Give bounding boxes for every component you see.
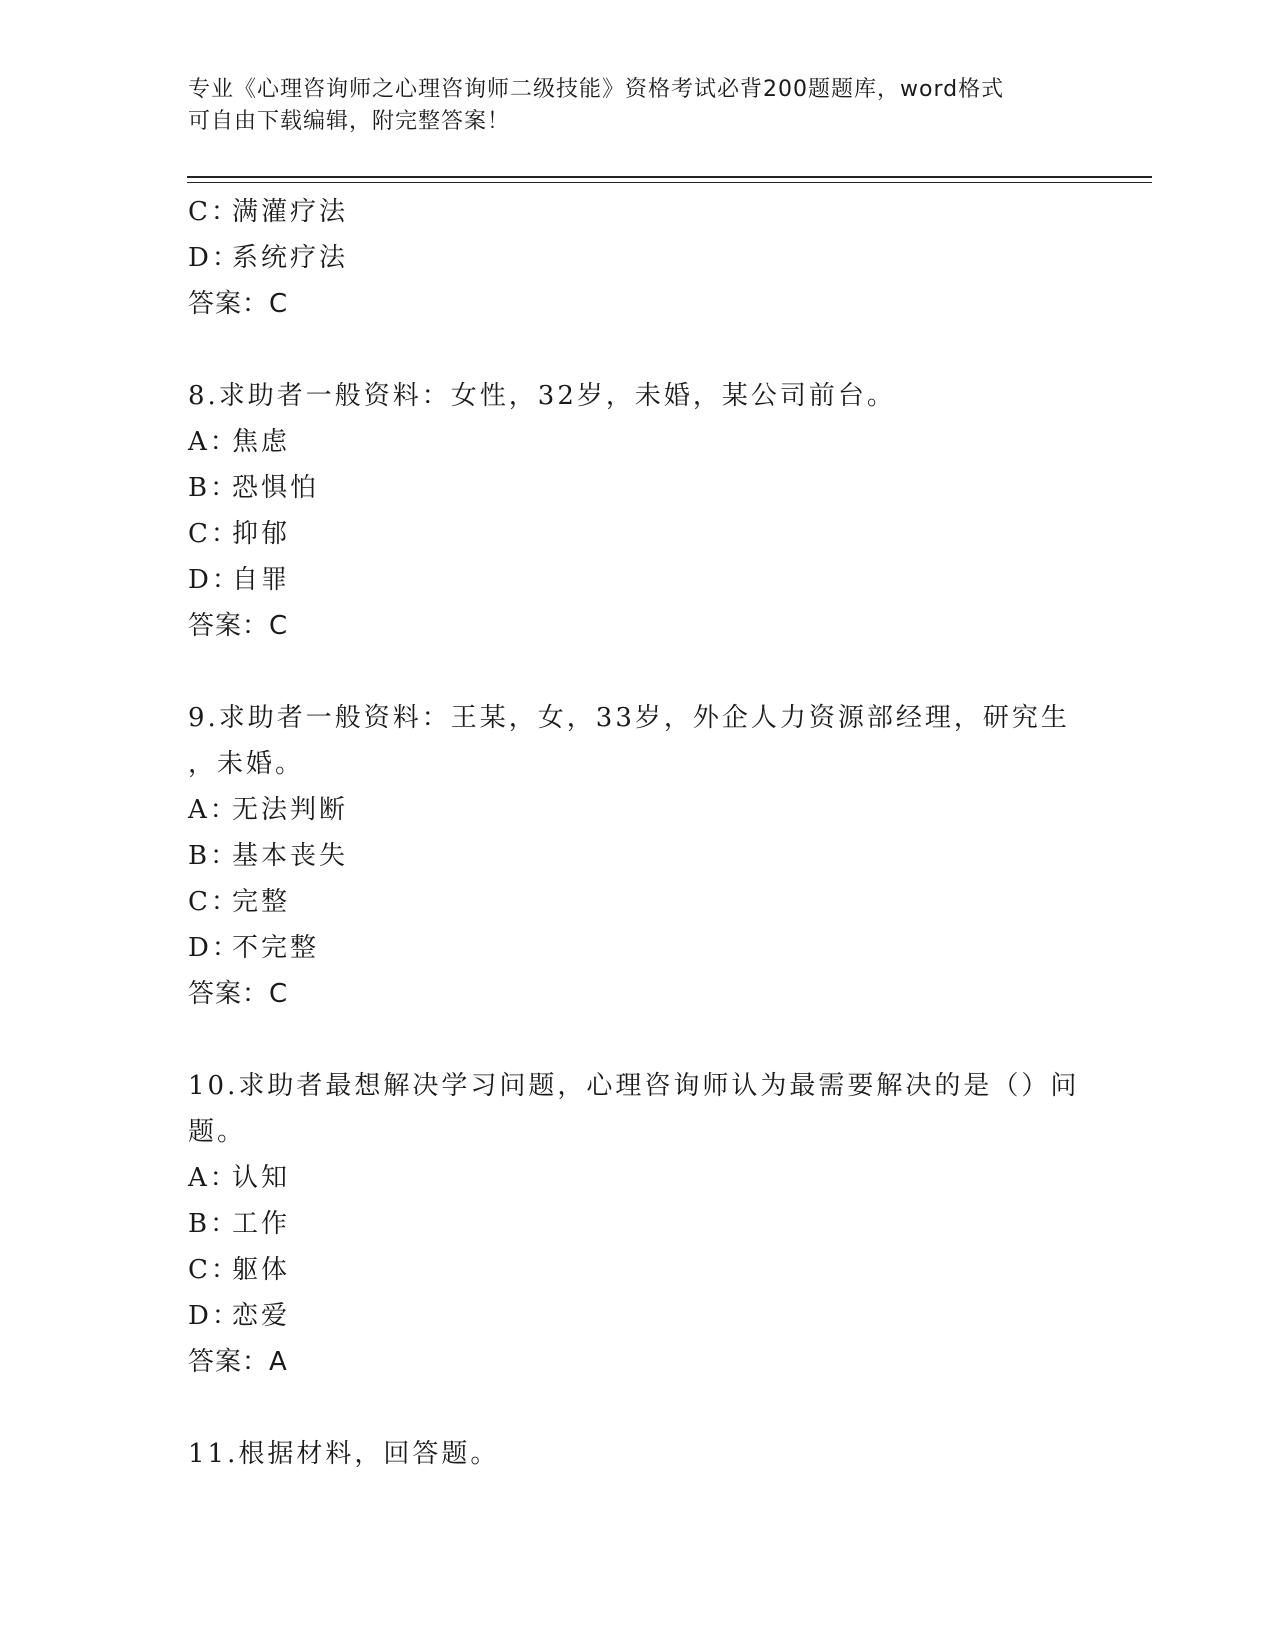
answer-line: 答案：C <box>188 611 289 641</box>
question-stem-line-1: 10.求助者最想解决学习问题，心理咨询师认为最需要解决的是（）问 <box>188 1071 1080 1101</box>
question-stem-line-2: 题。 <box>188 1117 247 1147</box>
question-list <box>188 189 1088 1477</box>
document-header <box>188 74 1068 138</box>
question-stem: 11.根据材料，回答题。 <box>188 1439 500 1469</box>
option-c: C：满灌疗法 <box>188 197 349 227</box>
question-stem-line-1: 9.求助者一般资料：王某，女，33岁，外企人力资源部经理，研究生 <box>188 703 1070 733</box>
answer-line: 答案：C <box>188 289 289 319</box>
option-d: D：恋爱 <box>188 1301 291 1331</box>
option-b: B：恐惧怕 <box>188 473 320 503</box>
option-b: B：工作 <box>188 1209 291 1239</box>
header-rule-thick <box>187 176 1152 178</box>
header-line-2: 可自由下载编辑，附完整答案！ <box>188 109 511 134</box>
option-a: A：焦虑 <box>188 427 291 457</box>
header-line-1: 专业《心理咨询师之心理咨询师二级技能》资格考试必背200题题库，word格式 <box>188 77 1005 102</box>
option-a: A：认知 <box>188 1163 291 1193</box>
option-d: D：不完整 <box>188 933 320 963</box>
option-b: B：基本丧失 <box>188 841 349 871</box>
answer-line: 答案：A <box>188 1347 288 1377</box>
option-a: A：无法判断 <box>188 795 349 825</box>
option-c: C：躯体 <box>188 1255 291 1285</box>
question-stem: 8.求助者一般资料：女性，32岁，未婚，某公司前台。 <box>188 381 896 411</box>
option-d: D：系统疗法 <box>188 243 349 273</box>
question-11 <box>188 1431 1088 1477</box>
question-9 <box>188 695 1088 1017</box>
question-7 <box>188 189 1088 327</box>
answer-line: 答案：C <box>188 979 289 1009</box>
option-c: C：完整 <box>188 887 291 917</box>
question-stem-line-2: ，未婚。 <box>188 749 305 779</box>
option-c: C：抑郁 <box>188 519 291 549</box>
option-d: D：自罪 <box>188 565 291 595</box>
question-10 <box>188 1063 1088 1385</box>
header-rule-thin <box>187 182 1152 183</box>
question-8 <box>188 373 1088 649</box>
